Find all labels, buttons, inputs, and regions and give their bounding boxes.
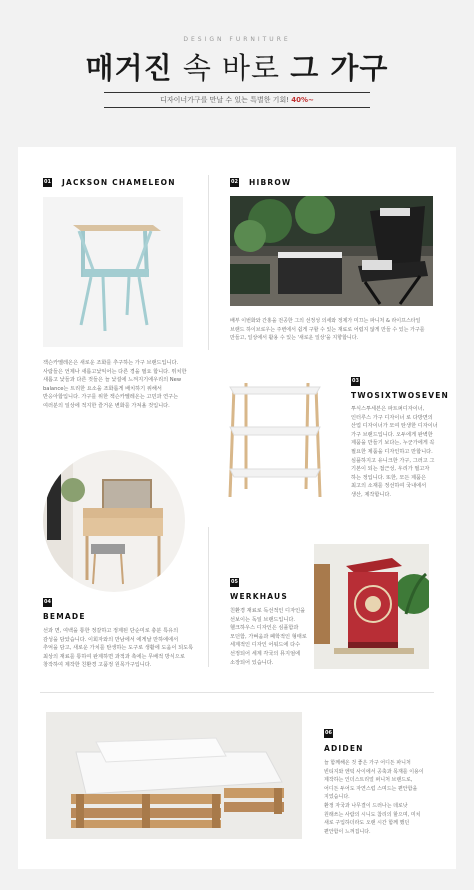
- stool-box-image: [314, 544, 429, 669]
- item-name-hibrow: HIBROW: [249, 178, 292, 187]
- divider-h1: [40, 692, 434, 693]
- item-name-bemade: BEMADE: [43, 612, 86, 621]
- desc-line: 제작하는 인더스트리얼 퍼니처 브랜드로,: [324, 777, 413, 784]
- desc-line: 편안함이 느껴집니다.: [324, 828, 371, 835]
- desc-line: 투식스투세븐은 파트퍼디자이너,: [351, 406, 425, 412]
- title-part-1: 매거진: [85, 51, 173, 85]
- desc-line: 선정되어 세계 각국의 뮤지엄에: [230, 650, 301, 657]
- desc-line: 반응아합입니다. 가구를 위한 잭슨카멜레온는 고민과 연구는: [43, 394, 179, 401]
- shelf-image: [216, 377, 341, 502]
- item-desc-02: [230, 317, 436, 343]
- desc-line: 배부 이번화와 간홍을 전공한 그의 선정성 의세와 정제가 미끄는 파니처 & 라이프스타일: [230, 318, 421, 324]
- desc-line: 소장되어 있습니다.: [230, 659, 274, 666]
- eyebrow-text: DESIGN FURNITURE: [183, 36, 291, 43]
- subtitle-highlight: 40%~: [291, 96, 314, 104]
- subtitle: [104, 95, 370, 105]
- item-name-adiden: ADIDEN: [324, 744, 364, 753]
- desc-line: 선과 면, 여백을 통한 정갈하고 정제된 단순미로 충분 특유의: [43, 628, 179, 634]
- desc-line: 브랜드 하이브로우는 주변에서 쉽게 구할 수 있는 재료로 어렵지 않게 만들 수 있는 가구를: [230, 326, 425, 333]
- desc-line: 지었습니다.: [324, 794, 350, 801]
- subtitle-text: 디자이너가구를 만날 수 있는 특별한 기회!: [160, 96, 290, 104]
- outdoor-chair-image: [230, 196, 433, 306]
- title-rule-bottom: [104, 107, 370, 108]
- desc-line: 필요한 제품을 디자인하고 만합니다.: [351, 448, 433, 455]
- desc-line: 하는 정입니다. 또한, 모든 제품은: [351, 474, 427, 481]
- desc-line: 인터루스 가구 디자이너 로 다방면의: [351, 414, 433, 421]
- desc-line: 심플하지고 유니크한 가구, 그러고 그: [351, 457, 435, 464]
- item-desc-03: [351, 405, 451, 500]
- desc-line: 모던함, 가벼움과 폐학적인 형태로: [230, 633, 307, 640]
- desc-line: 사람들은 언제나 새롭고낯익어는 다른 경을 필요 합니다. 뛰치한: [43, 368, 187, 375]
- desc-line: 어디든 두어도 자연스럽 스며드는 편안함을: [324, 785, 418, 792]
- desc-line: balance는 트리한 요소을 조화롭게 배치하기 위해서: [43, 385, 162, 392]
- item-number-01: 01: [44, 179, 51, 185]
- desc-line: 세계적인 디자인 어워드에 다수: [230, 642, 301, 649]
- content-card: [18, 147, 456, 869]
- desc-line: 가구 브랜드입니다. 오두에게 완벽한: [351, 431, 433, 438]
- page-title: [0, 48, 474, 88]
- vanity-desk-image: [43, 450, 185, 592]
- divider-v2: [208, 527, 209, 667]
- desc-line: 친환경 재료로 독선적인 디자인을: [230, 608, 306, 614]
- divider-v1: [208, 175, 209, 350]
- desc-line: 만들고, 일상에서 활용 수 있는 '새로운 일상'을 지향합니다.: [230, 335, 359, 342]
- item-name-werkhaus: WERKHAUS: [230, 592, 288, 601]
- title-part-2: 속 바로: [182, 51, 281, 85]
- title-part-3: 그 가구: [290, 51, 389, 85]
- desc-line: 새로 구입하더라도 오랜 시간 함께 했던: [324, 820, 410, 827]
- pallet-bed-image: [46, 712, 302, 839]
- desc-line: 환정 자국과 나무결이 드러나는 데로낫: [324, 802, 408, 809]
- desc-line: 잭슨카멜레온은 새로운 조화를 추구하는 가구 브랜드입니다.: [43, 360, 179, 366]
- item-name-jackson-chameleon: JACKSON CHAMELEON: [62, 178, 176, 187]
- header: [0, 0, 474, 140]
- item-number-02: 02: [231, 179, 238, 185]
- desc-line: 최고의 소재를 정선하여 국내에서: [351, 483, 427, 490]
- desc-line: 빈티지와 엔틱 사이에서 공축과 목재를 이용이: [324, 768, 424, 775]
- desc-line: 생산, 제작합니다.: [351, 491, 392, 498]
- desc-line: 추억을 담고, 새로운 가치를 탄생하는 도구로 생활에 도움이 되도록: [43, 645, 194, 652]
- desc-line: 늘 함께해온 것 좋은 가구 어디든 파니처: [324, 760, 411, 766]
- desc-line: 헬크하우스 디자인은 심플함과: [230, 625, 299, 632]
- desc-line: 제품을 만들기 보다는, 누군가에게 꼭: [351, 440, 435, 447]
- item-number-03: 03: [352, 378, 359, 384]
- desc-line: 산업 디자이너가 모여 탄생한 디자이너: [351, 423, 438, 430]
- item-desc-04: [43, 627, 208, 670]
- desc-line: 선보이는 독일 브랜드입니다.: [230, 616, 296, 623]
- item-number-05: 05: [231, 579, 238, 585]
- desc-line: 창작하여 제작한 친환경 고품정 원목가구입니다.: [43, 662, 152, 669]
- item-name-twosixtwoseven: TWOSIXTWOSEVEN: [351, 391, 450, 400]
- chair-image: [43, 197, 183, 347]
- desc-line: 기본이 되는 접근성, 우리가 필고자: [351, 466, 430, 473]
- desc-line: 최상의 재료를 통하여 완제하면 과적과 촉에는 무배적 방식으로: [43, 653, 185, 660]
- item-desc-06: [324, 759, 450, 836]
- item-desc-01: [43, 359, 203, 411]
- item-desc-05: [230, 607, 322, 667]
- item-number-04: 04: [44, 599, 51, 605]
- item-number-06: 06: [325, 730, 332, 736]
- title-rule-top: [104, 92, 370, 93]
- desc-line: 원래쓰는 사람의 시니도 참리의 할으며, 미치: [324, 811, 421, 818]
- desc-line: 감성을 담았습니다. 이회자와의 만남에서 에게날 만하에에서: [43, 636, 179, 643]
- desc-line: 새롭고 낯들과 다른 것들은 늘 낯설에 느껴지기에우리의 New: [43, 377, 182, 384]
- desc-line: 여러분의 일상에 적지한 즐거운 변화를 가져올 것입니다.: [43, 402, 170, 409]
